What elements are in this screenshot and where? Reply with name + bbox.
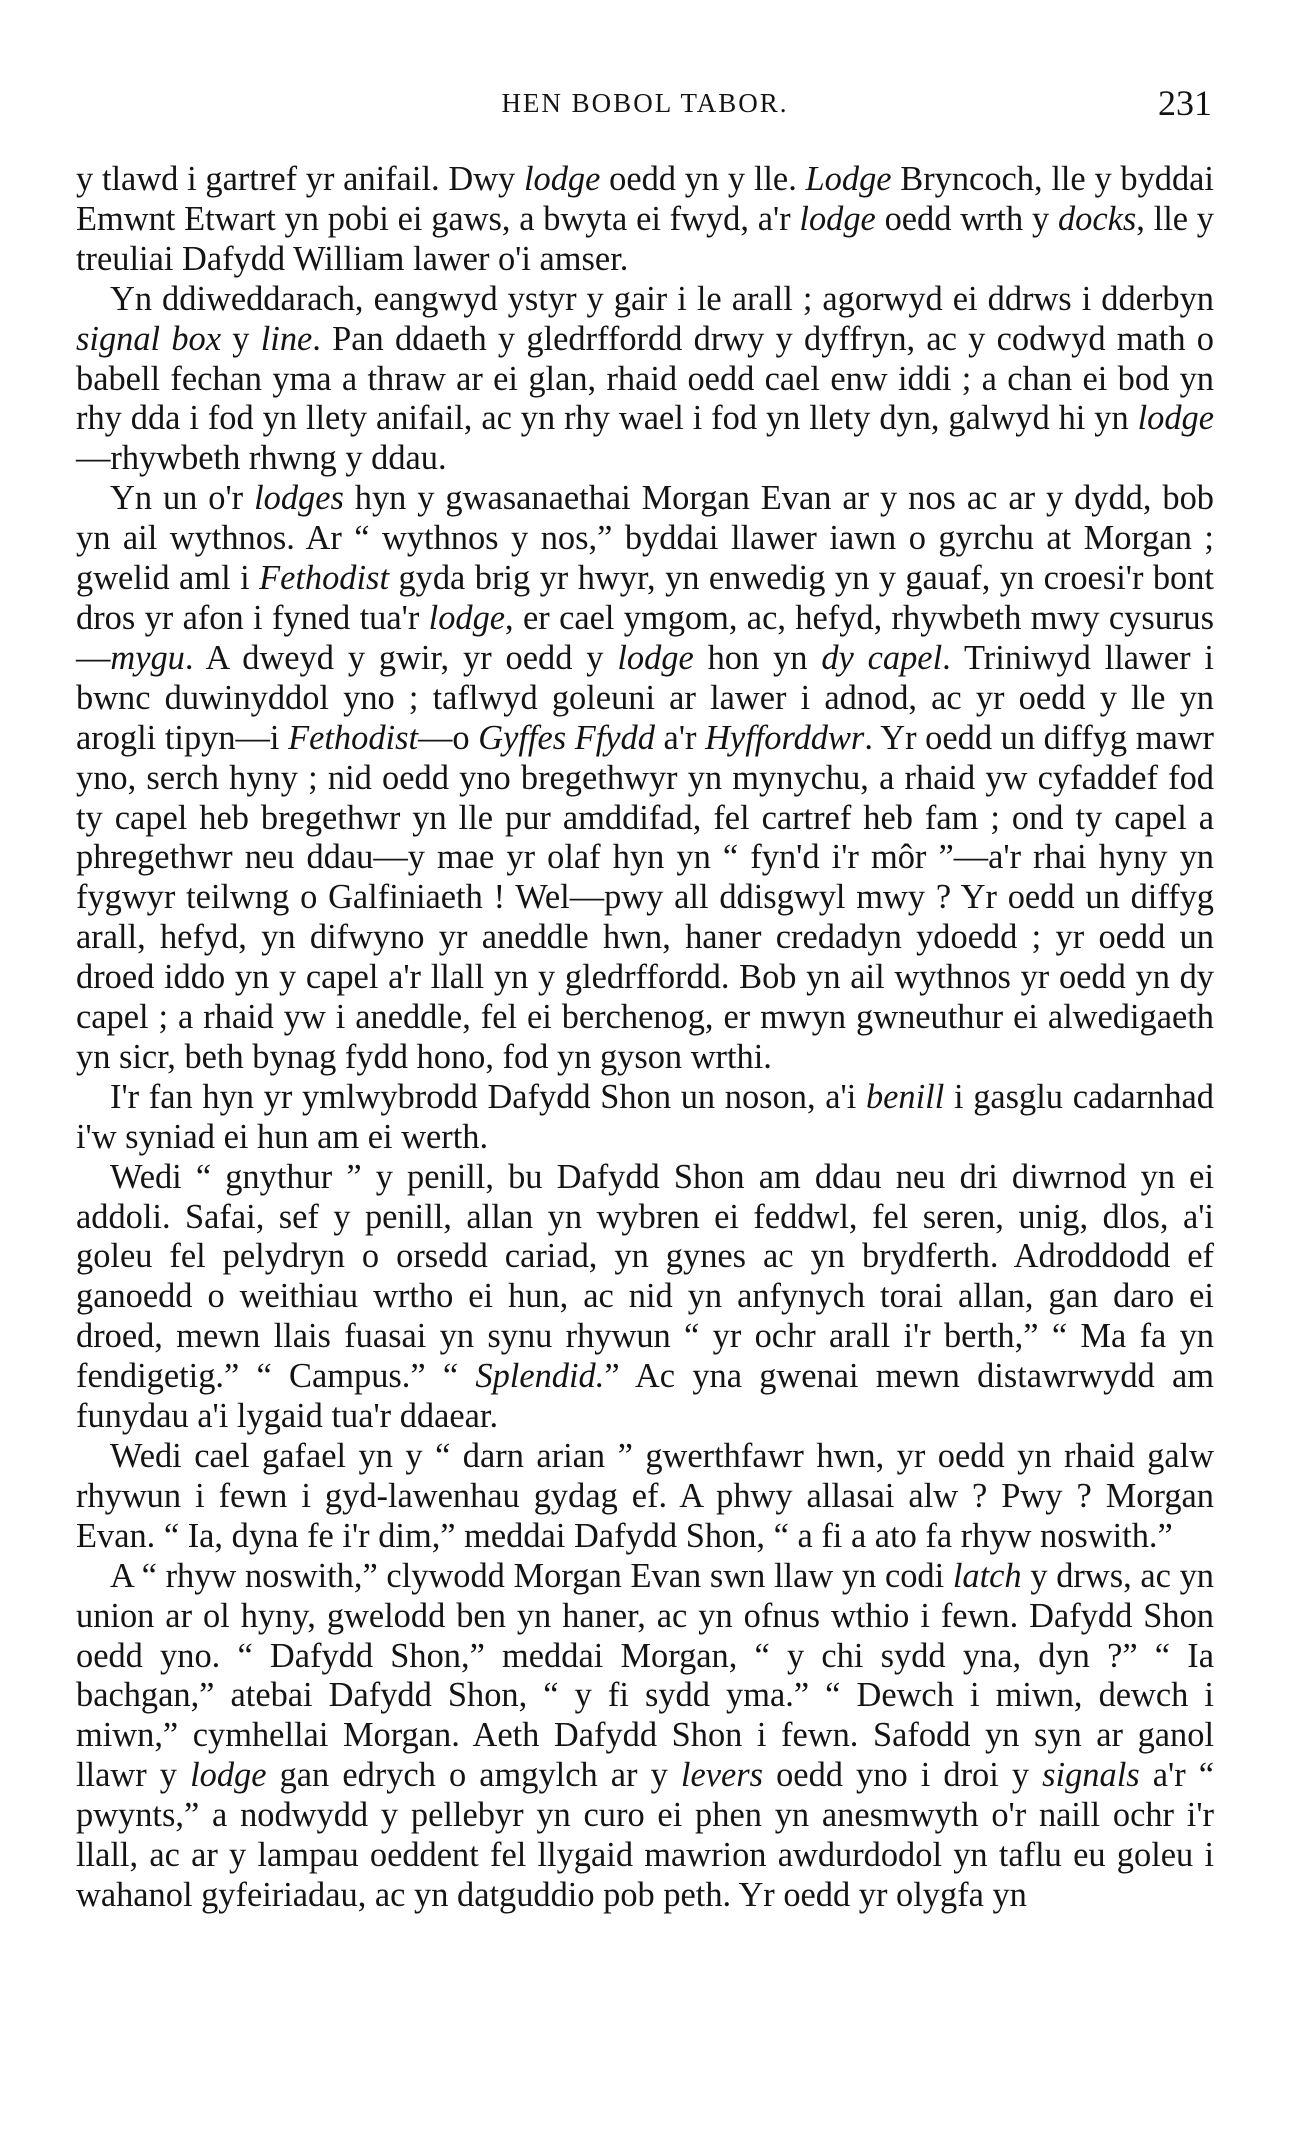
italic-term: lodge (799, 199, 876, 238)
paragraph (76, 479, 1214, 1078)
italic-term: lodge (190, 1756, 267, 1795)
text-run: a'r “ pwynts,” a nodwydd y pellebyr yn curo ei phen yn anesmwyth o'r naill ochr i'r llall, ac ar y lampau oeddent fel llygaid mawrion awdurdodol yn taflu eu goleu i wahanol gyfeiriadau, ac yn datguddio pob peth. Yr oedd yr olygfa yn (76, 1756, 1215, 1914)
text-run: y drws, ac yn union ar ol hyny, gwelodd ben yn haner, ac yn ofnus wthio i fewn. Dafydd Shon oedd yno. “ Dafydd Shon,” meddai Morgan, “ y chi sydd yna, dyn ?” “ Ia bachgan,” atebai Dafydd Shon, “ y fi sydd yma.” “ Dewch i miwn, dewch i miwn,” cymhellai Morgan. Aeth Dafydd Shon i fewn. Safodd yn syn ar ganol llawr y (76, 1556, 1214, 1795)
text-run: Bryncoch, lle y byddai Emwnt Etwart yn pobi ei gaws, a bwyta ei fwyd, a'r (76, 160, 1214, 238)
text-run: , lle y treuliai Dafydd William lawer o'i amser. (76, 199, 1214, 278)
text-run: . Triniwyd llawer i bwnc duwinyddol yno ; taflwyd goleuni ar lawer i adnod, ac yr oedd y lle yn arogli tipyn—i (76, 638, 1214, 757)
italic-term: lodge (617, 638, 694, 677)
body-text (76, 160, 1214, 1916)
italic-term: Lodge (805, 160, 892, 198)
paragraph (76, 1078, 1214, 1158)
italic-term: docks (1057, 199, 1137, 238)
italic-term: latch (952, 1556, 1022, 1595)
paragraph (76, 1158, 1214, 1437)
text-run: . Yr oedd un diffyg mawr yno, serch hyny ; nid oedd yno bregethwyr yn mynychu, a rhaid yw cyfaddef fod ty capel heb bregethwr yn lle pur amddifad, fel cartref heb fam ; ond ty capel a phregethwr neu ddau—y mae yr olaf hyn yn “ fyn'd i'r môr ”—a'r rhai hyny yn fygwyr teilwng o Galfiniaeth ! Wel—pwy all ddisgwyl mwy ? Yr oedd un diffyg arall, hefyd, yn difwyno yr aneddle hwn, haner credadyn ydoedd ; yr oedd un droed iddo yn y capel a'r llall yn y gledrffordd. Bob yn ail wythnos yr oedd yn dy capel ; a rhaid yw i aneddle, fel ei berchenog, er mwyn gwneuthur ei alwedigaeth yn sicr, beth bynag fydd hono, fod yn gyson wrthi. (76, 718, 1215, 1076)
italic-term: dy capel (821, 638, 943, 677)
text-run: —o (418, 718, 479, 757)
text-run: Yn un o'r (110, 479, 255, 518)
italic-term: lodge (428, 598, 506, 637)
italic-term: Fethodist (288, 718, 419, 757)
text-run: I'r fan hyn yr ymlwybrodd Dafydd Shon un noson, a'i (110, 1077, 866, 1116)
paragraph (76, 1437, 1214, 1557)
text-run: hyn y gwasanaethai Morgan Evan ar y nos ac ar y dydd, bob yn ail wythnos. Ar “ wythnos y nos,” byddai llawer iawn o gyrchu at Morgan ; gwelid aml i (76, 479, 1214, 598)
text-run: Wedi “ gnythur ” y penill, bu Dafydd Shon am ddau neu dri diwrnod yn ei addoli. Safai, sef y penill, allan yn wybren ei feddwl, fel seren, unig, dlos, a'i goleu fel pelydryn o orsedd cariad, yn gynes ac yn brydferth. Adroddodd ef ganoedd o weithiau wrtho ei hun, ac nid yn anfynych torai allan, gan daro ei droed, mewn llais fuasai yn synu rhywun “ yr ochr arall i'r berth,” “ Ma fa yn fendigetig.” “ Campus.” “ (76, 1157, 1214, 1396)
text-run: hon yn (693, 638, 822, 677)
running-title: HEN BOBOL TABOR. (501, 88, 789, 118)
text-run: gyda brig yr hwyr, yn enwedig yn y gauaf, yn croesi'r bont dros yr afon i fyned tua'r (76, 559, 1214, 637)
italic-term: lodge (523, 160, 601, 198)
italic-term: Splendid. (475, 1357, 605, 1396)
paragraph (76, 160, 1214, 280)
text-run: Wedi cael gafael yn y “ darn arian ” gwerthfawr hwn, yr oedd yn rhaid galw rhywun i fewn i gyd-lawenhau gydag ef. A phwy allasai alw ? Pwy ? Morgan Evan. “ Ia, dyna fe i'r dim,” meddai Dafydd Shon, “ a fi a ato fa rhyw noswith.” (76, 1437, 1214, 1555)
text-run: , er cael ymgom, ac, hefyd, rhywbeth mwy cysurus— (76, 598, 1214, 677)
italic-term: Fethodist (259, 559, 389, 598)
italic-term: line (260, 319, 313, 358)
text-run: y (221, 319, 261, 358)
text-run: ” Ac yna gwenai mewn distawrwydd am funydau a'i lygaid tua'r ddaear. (76, 1357, 1214, 1436)
text-run: gan edrych o amgylch ar y (266, 1756, 681, 1795)
paragraph (76, 280, 1214, 480)
italic-term: benill (865, 1077, 945, 1116)
italic-term: Hyfforddwr (705, 718, 865, 757)
italic-term: mygu (110, 638, 185, 677)
italic-term: signal box (76, 319, 221, 358)
text-run: oedd yn y lle. (600, 160, 806, 198)
text-run: . Pan ddaeth y gledrffordd drwy y dyffryn, ac y codwyd math o babell fechan yma a thraw ar ei glan, rhaid oedd cael enw iddi ; a chan ei bod yn rhy dda i fod yn llety anifail, ac yn rhy wael i fod yn llety dyn, galwyd hi yn (76, 319, 1214, 438)
italic-term: lodge (1137, 399, 1214, 438)
text-run: y tlawd i gartref yr anifail. Dwy (76, 160, 524, 198)
italic-term: signals (1042, 1756, 1140, 1795)
italic-term: levers (680, 1756, 764, 1795)
text-run: —rhywbeth rhwng y ddau. (76, 439, 447, 478)
text-run: i gasglu cadarnhad i'w syniad ei hun am ei werth. (76, 1077, 1214, 1156)
text-run: a'r (654, 718, 706, 757)
text-run: A “ rhyw noswith,” clywodd Morgan Evan swn llaw yn codi (110, 1556, 953, 1595)
text-run: oedd wrth y (875, 199, 1058, 238)
paragraph (76, 1557, 1214, 1916)
italic-term: lodges (254, 479, 344, 518)
page-header (76, 82, 1214, 130)
text-run: . A dweyd y gwir, yr oedd y (184, 638, 618, 677)
text-run: oedd yno i droi y (763, 1756, 1043, 1795)
text-run: Yn ddiweddarach, eangwyd ystyr y gair i le arall ; agorwyd ei ddrws i dderbyn (110, 279, 1214, 318)
page-number: 231 (1158, 83, 1212, 123)
italic-term: Gyffes Ffydd (478, 718, 655, 757)
